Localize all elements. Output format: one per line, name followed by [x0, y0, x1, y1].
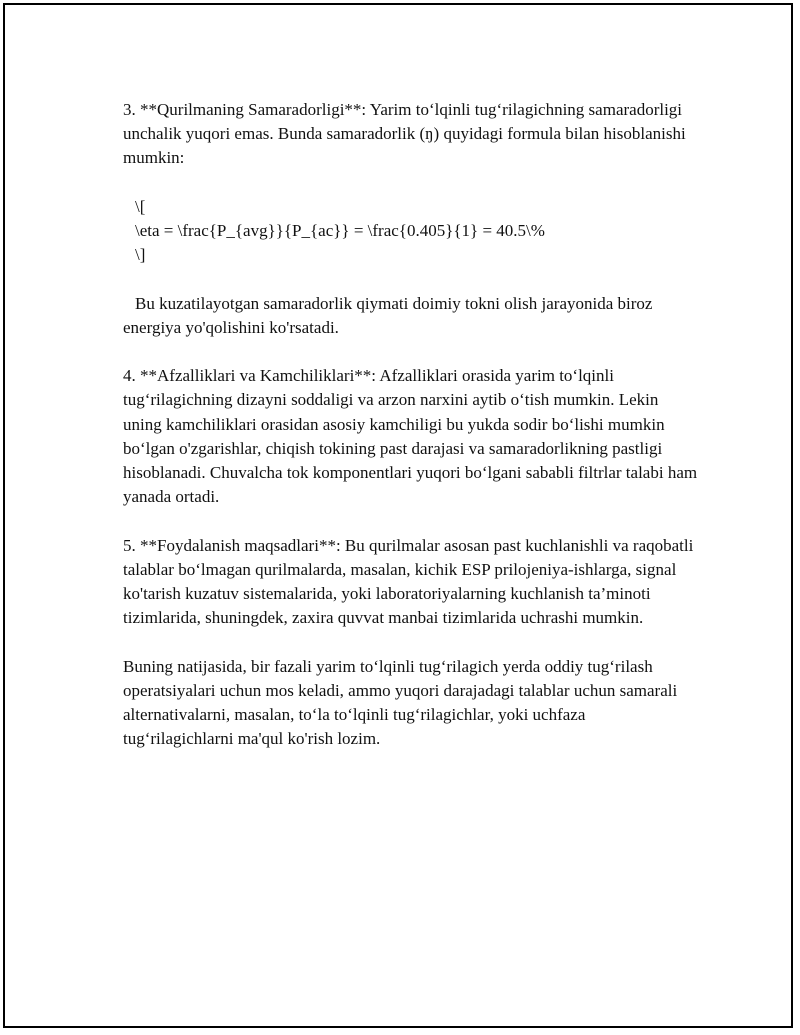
spacer	[123, 267, 698, 291]
spacer	[123, 340, 698, 364]
conclusion-paragraph: Buning natijasida, bir fazali yarim to‘lqinli tug‘rilagich yerda oddiy tug‘rilash operatsiyalari uchun mos keladi, ammo yuqori darajadagi talablar uchun samarali alternativalarni, masalan, to‘la to‘lqinli tug‘rilagichlar, yoki uchfaza tug‘rilagichlarni ma'qul ko'rish lozim.	[123, 656, 678, 749]
spacer	[123, 171, 698, 195]
section-5-paragraph: 5. **Foydalanish maqsadlari**: Bu qurilmalar asosan past kuchlanishli va raqobatli talablar bo‘lmagan qurilmalarda, masalan, kichik ESP prilojeniya-ishlarga, signal ko'tarish kuzatuv sistemalarida, yoki laboratoriyalarning kuchlanish ta’minoti tizimlarida, shuningdek, zaxira quvvat manbai tizimlarida uchrashi mumkin.	[123, 535, 694, 628]
document-body	[123, 98, 698, 751]
spacer	[123, 509, 698, 533]
formula-close: \]	[135, 245, 146, 265]
formula-open: \[	[135, 196, 146, 216]
section-3-note: Bu kuzatilayotgan samaradorlik qiymati doimiy tokni olish jarayonida biroz energiya yo'qolishini ko'rsatadi.	[123, 293, 653, 337]
page-frame	[3, 3, 793, 1028]
spacer	[123, 630, 698, 654]
formula-expression: \eta = \frac{P_{avg}}{P_{ac}} = \frac{0.405}{1} = 40.5\%	[135, 221, 545, 240]
formula-block	[123, 195, 698, 268]
section-3-paragraph: 3. **Qurilmaning Samaradorligi**: Yarim to‘lqinli tug‘rilagichning samaradorligi unchalik yuqori emas. Bunda samaradorlik (ŋ) quyidagi formula bilan hisoblanishi mumkin:	[123, 100, 686, 168]
section-4-paragraph: 4. **Afzalliklari va Kamchiliklari**: Afzalliklari orasida yarim to‘lqinli tug‘rilagichning dizayni soddaligi va arzon narxini aytib o‘tish mumkin. Lekin uning kamchiliklari orasidan asosiy kamchiligi bu yukda sodir bo‘lishi mumkin bo‘lgan o'zgarishlar, chiqish tokining past darajasi va samaradorlikning pastligi hisoblanadi. Chuvalcha tok komponentlari yuqori bo‘lgani sababli filtrlar talabi ham yanada ortadi.	[123, 366, 698, 507]
